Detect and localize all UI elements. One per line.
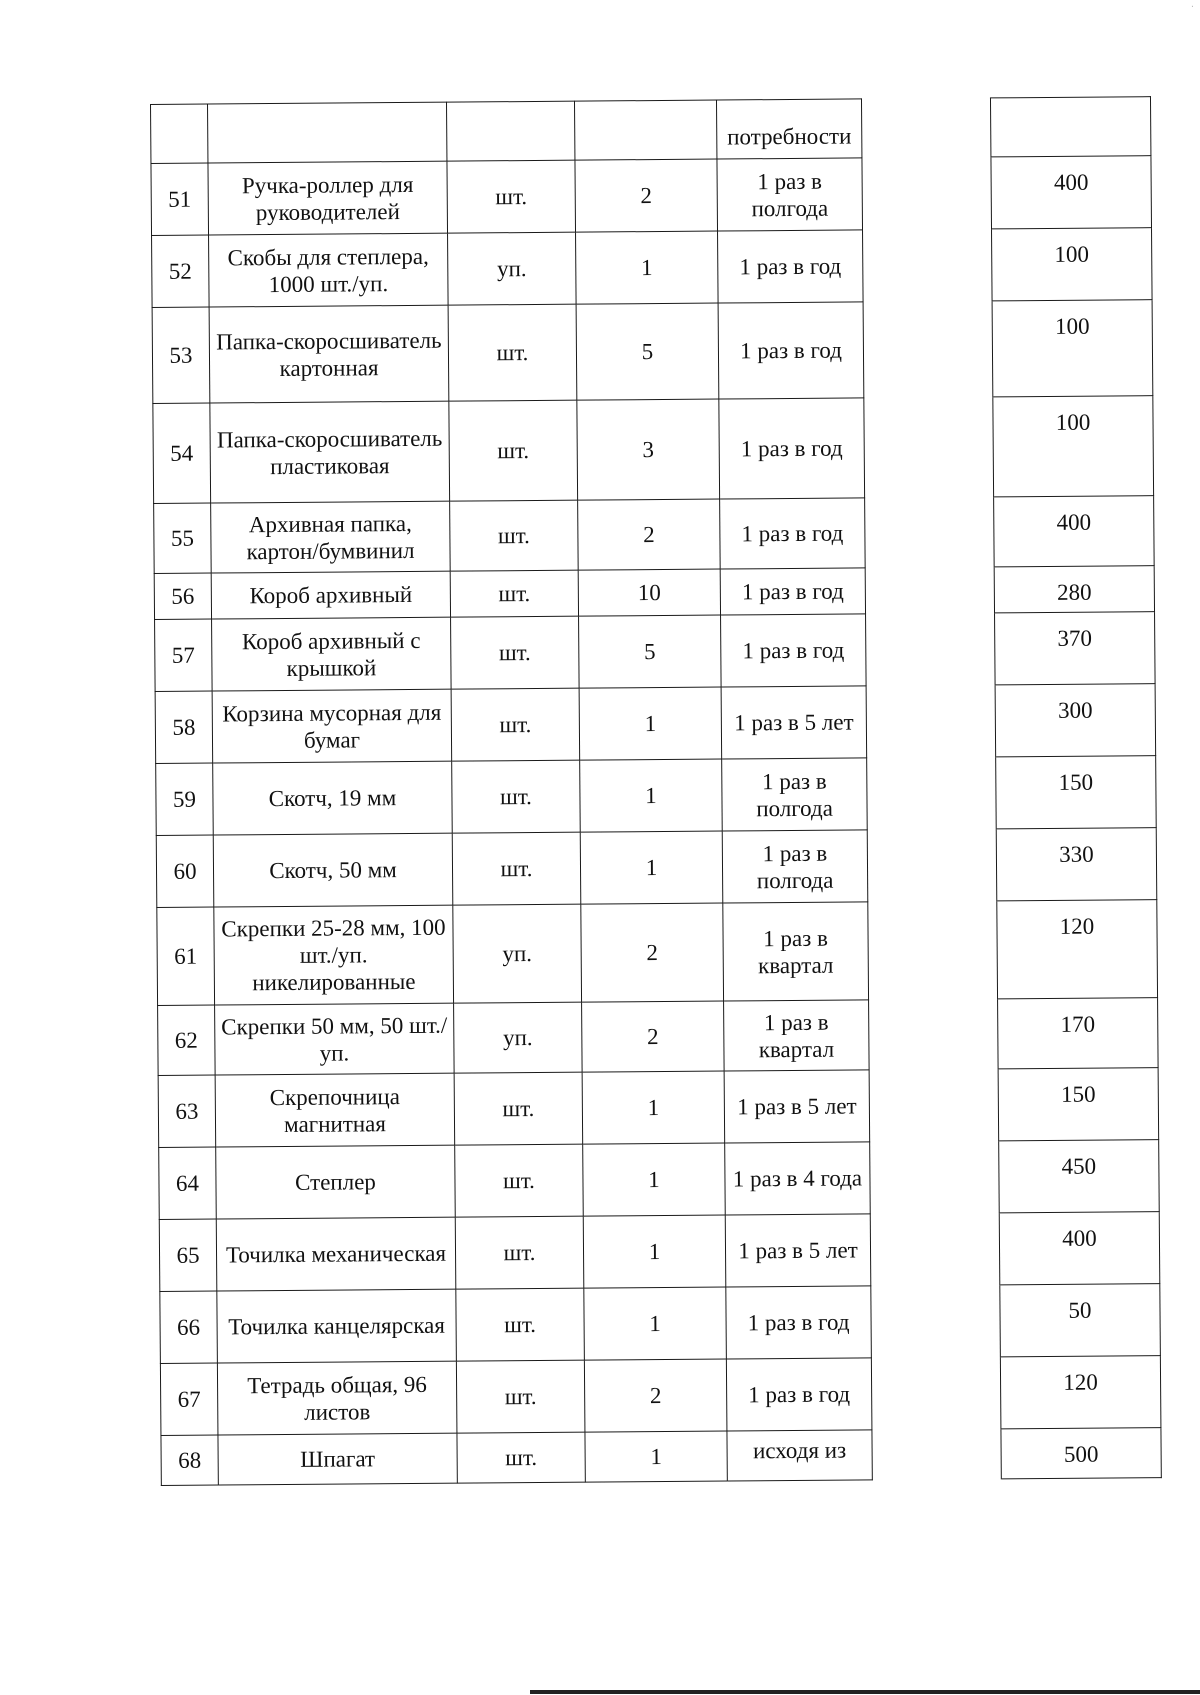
cell-name: Скрепочница магнитная <box>215 1073 455 1147</box>
cell-gap <box>863 301 993 398</box>
table-row <box>159 1212 1160 1292</box>
cell-name: Скотч, 19 мм <box>213 761 453 835</box>
table-row <box>159 1140 1160 1220</box>
cell-frequency: 1 раз в год <box>726 1286 872 1359</box>
cell-unit: шт. <box>455 1216 584 1289</box>
cell-qty: 5 <box>579 615 722 688</box>
cell-num: 54 <box>153 403 211 503</box>
cell-name: Архивная папка, картон/бумвинил <box>211 501 451 573</box>
cell-num: 55 <box>154 503 212 573</box>
cell-price: 120 <box>997 900 1158 999</box>
header-continuation-row <box>151 97 1151 164</box>
cell-qty: 2 <box>578 499 721 570</box>
cell-gap <box>864 397 994 498</box>
cell-name: Скрепки 50 мм, 50 шт./уп. <box>215 1003 455 1075</box>
table-row <box>157 900 1158 1006</box>
cell-num: 57 <box>155 619 213 691</box>
cell-frequency: 1 раз в год <box>720 498 866 569</box>
table-row <box>154 496 1155 574</box>
document-page <box>150 96 1161 1486</box>
cell-unit: шт. <box>454 1072 583 1145</box>
cell-price: 100 <box>992 300 1153 397</box>
cell-gap <box>869 999 999 1070</box>
cell-num: 66 <box>160 1291 218 1363</box>
cell-qty: 10 <box>578 569 720 616</box>
cell-unit: шт. <box>451 616 580 689</box>
cell-qty: 2 <box>575 159 718 232</box>
cell-frequency: 1 раз в год <box>726 1358 872 1431</box>
table-body <box>151 97 1162 1486</box>
cell-unit: шт. <box>456 1360 585 1433</box>
cell-price: 400 <box>991 156 1152 229</box>
cell-name: Скобы для степлера, 1000 шт./уп. <box>209 233 449 307</box>
cell-num: 59 <box>156 763 214 835</box>
cell-gap <box>871 1357 1001 1430</box>
header-cell-name <box>208 102 447 163</box>
cell-gap <box>865 497 995 568</box>
cell-unit: шт. <box>455 1144 584 1217</box>
cell-name: Скрепки 25-28 мм, 100 шт./уп. никелированные <box>214 905 454 1005</box>
cell-qty: 2 <box>581 903 724 1002</box>
cell-frequency: исходя из <box>727 1430 872 1481</box>
cell-price: 100 <box>992 228 1153 301</box>
table-row <box>156 756 1157 836</box>
cell-frequency: 1 раз в 5 лет <box>724 1070 870 1143</box>
cell-unit: шт. <box>450 500 579 571</box>
cell-frequency: 1 раз в год <box>719 398 865 499</box>
cell-name: Шпагат <box>218 1433 457 1485</box>
cell-unit: шт. <box>450 570 578 617</box>
cell-unit: шт. <box>449 400 578 501</box>
cell-gap <box>868 901 998 1000</box>
cell-gap <box>870 1141 1000 1214</box>
table-row <box>160 1356 1161 1436</box>
cell-frequency: 1 раз в год <box>718 302 864 399</box>
table-row <box>161 1428 1161 1486</box>
cell-price: 500 <box>1001 1428 1161 1479</box>
table-row <box>158 998 1159 1076</box>
cell-price: 300 <box>995 684 1156 757</box>
cell-num: 65 <box>159 1219 217 1291</box>
cell-frequency: 1 раз в 4 года <box>725 1142 871 1215</box>
cell-qty: 1 <box>583 1143 726 1216</box>
header-cell-gap <box>861 98 990 158</box>
cell-unit: шт. <box>452 760 581 833</box>
cell-name: Точилка механическая <box>216 1217 456 1291</box>
table-row <box>151 156 1152 236</box>
cell-num: 64 <box>159 1147 217 1219</box>
cell-num: 62 <box>158 1005 216 1075</box>
header-cell-num <box>151 104 208 163</box>
cell-gap <box>869 1069 999 1142</box>
cell-price: 370 <box>995 612 1156 685</box>
cell-num: 51 <box>151 163 209 235</box>
cell-price: 150 <box>998 1068 1159 1141</box>
supply-table <box>150 96 1162 1486</box>
table-row <box>154 566 1154 620</box>
cell-name: Корзина мусорная для бумаг <box>212 689 452 763</box>
cell-name: Короб архивный <box>211 571 450 619</box>
cell-price: 100 <box>993 396 1154 497</box>
table-row <box>156 828 1157 908</box>
cell-qty: 1 <box>580 831 723 904</box>
cell-num: 60 <box>156 835 214 907</box>
header-cell-unit <box>446 101 574 161</box>
cell-frequency: 1 раз в 5 лет <box>725 1214 871 1287</box>
cell-name: Тетрадь общая, 96 листов <box>217 1361 457 1435</box>
table-row <box>155 612 1156 692</box>
table-row <box>153 396 1154 504</box>
cell-price: 50 <box>1000 1284 1161 1357</box>
header-cell-qty <box>574 100 716 160</box>
header-cell-price <box>990 97 1150 157</box>
table-row <box>155 684 1156 764</box>
cell-unit: уп. <box>454 1002 583 1073</box>
cell-name: Папка-скоросшиватель картонная <box>209 305 449 403</box>
cell-price: 400 <box>999 1212 1160 1285</box>
cell-frequency: 1 раз в полгода <box>722 758 868 831</box>
cell-num: 58 <box>155 691 213 763</box>
cell-num: 63 <box>158 1075 216 1147</box>
cell-qty: 5 <box>576 303 719 400</box>
cell-gap <box>870 1213 1000 1286</box>
cell-num: 68 <box>161 1435 218 1485</box>
cell-name: Степлер <box>216 1145 456 1219</box>
cell-num: 67 <box>160 1363 218 1435</box>
header-cell-frequency: потребности <box>716 99 861 159</box>
cell-price: 150 <box>996 756 1157 829</box>
cell-unit: уп. <box>453 904 582 1003</box>
cell-gap <box>867 829 997 902</box>
cell-gap <box>872 1429 1001 1480</box>
cell-unit: шт. <box>457 1432 585 1483</box>
cell-name: Короб архивный с крышкой <box>212 617 452 691</box>
cell-unit: шт. <box>456 1288 585 1361</box>
cell-gap <box>871 1285 1001 1358</box>
cell-price: 280 <box>994 566 1154 613</box>
page-bottom-edge <box>530 1690 1200 1694</box>
cell-frequency: 1 раз в квартал <box>724 1000 870 1071</box>
cell-name: Скотч, 50 мм <box>213 833 453 907</box>
cell-frequency: 1 раз в год <box>720 568 865 615</box>
cell-gap <box>863 229 993 302</box>
cell-frequency: 1 раз в квартал <box>723 902 869 1001</box>
cell-unit: шт. <box>447 160 576 233</box>
cell-name: Ручка-роллер для руководителей <box>208 161 448 235</box>
table-row <box>152 228 1153 308</box>
cell-gap <box>866 613 996 686</box>
cell-gap <box>862 157 992 230</box>
cell-frequency: 1 раз в полгода <box>717 158 863 231</box>
cell-price: 170 <box>998 998 1159 1069</box>
table-row <box>160 1284 1161 1364</box>
corner-scan-mark: · <box>1190 2 1194 13</box>
cell-frequency: 1 раз в 5 лет <box>721 686 867 759</box>
cell-price: 330 <box>996 828 1157 901</box>
cell-unit: уп. <box>448 232 577 305</box>
cell-num: 52 <box>152 235 210 307</box>
cell-price: 120 <box>1000 1356 1161 1429</box>
table-row <box>152 300 1153 404</box>
cell-num: 56 <box>154 573 211 619</box>
cell-name: Точилка канцелярская <box>217 1289 457 1363</box>
cell-qty: 2 <box>584 1359 727 1432</box>
cell-qty: 1 <box>584 1287 727 1360</box>
cell-qty: 1 <box>582 1071 725 1144</box>
cell-qty: 1 <box>579 687 722 760</box>
cell-unit: шт. <box>448 304 577 401</box>
cell-num: 53 <box>152 307 210 403</box>
cell-qty: 2 <box>582 1001 725 1072</box>
cell-qty: 1 <box>583 1215 726 1288</box>
cell-qty: 3 <box>577 399 720 500</box>
cell-qty: 1 <box>585 1431 727 1482</box>
cell-frequency: 1 раз в год <box>721 614 867 687</box>
cell-frequency: 1 раз в год <box>718 230 864 303</box>
cell-qty: 1 <box>580 759 723 832</box>
cell-price: 400 <box>994 496 1155 567</box>
cell-name: Папка-скоросшиватель пластиковая <box>210 401 450 503</box>
cell-num: 61 <box>157 907 215 1005</box>
cell-gap <box>866 685 996 758</box>
cell-price: 450 <box>999 1140 1160 1213</box>
cell-gap <box>867 757 997 830</box>
cell-unit: шт. <box>451 688 580 761</box>
cell-qty: 1 <box>576 231 719 304</box>
table-row <box>158 1068 1159 1148</box>
cell-gap <box>865 567 994 614</box>
cell-frequency: 1 раз в полгода <box>722 830 868 903</box>
cell-unit: шт. <box>452 832 581 905</box>
